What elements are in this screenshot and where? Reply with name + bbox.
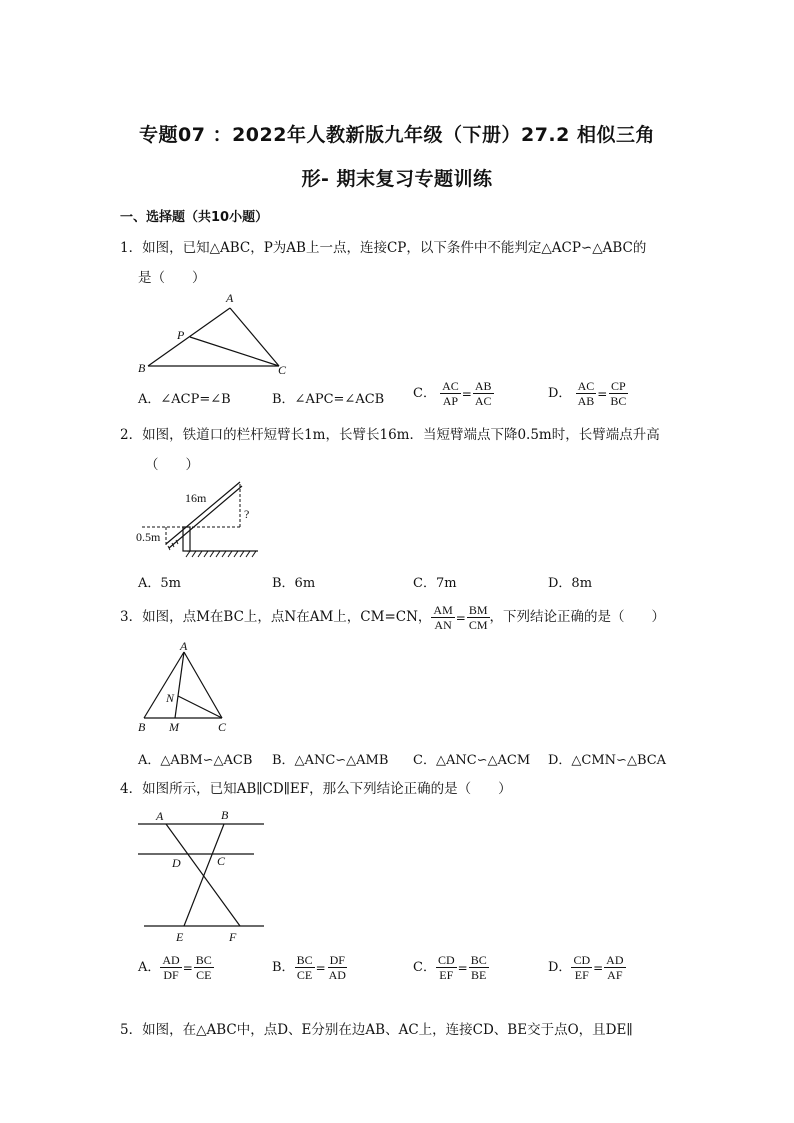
q1-side-ab [148,308,230,366]
q3-stem [120,603,665,632]
frac-denominator: AP [442,394,459,408]
frac-numerator: CD [573,953,591,967]
q4-option-d[interactable] [548,953,626,982]
frac-numerator: AD [606,953,624,967]
q1-label-a: A [226,291,234,305]
q1-figure [135,290,295,378]
q1-option-b[interactable]: B．∠APC=∠ACB [272,392,385,407]
q4-label-c: C [217,854,226,868]
q1-option-c-prefix: C． [413,386,436,401]
q5-stem-line1: 5．如图，在△ABC中，点D、E分别在边AB、AC上，连接CD、BE交于点O，且DE∥ [120,1022,633,1038]
frac-numerator: BC [470,953,487,967]
q1-side-ac [230,308,279,366]
q4-option-a-frac1 [160,953,181,982]
equals-sign: = [182,960,193,975]
q4-option-a-prefix: A． [138,960,161,975]
q4-option-b[interactable] [272,953,348,982]
q4-label-f: F [229,930,237,944]
q3-figure [132,640,242,736]
q4-option-c-prefix: C． [413,960,436,975]
q1-segment-cp [190,337,279,366]
section-heading: 一、选择题（共10小题） [120,210,269,225]
q1-option-a[interactable]: A．∠ACP=∠B [138,392,231,407]
q3-option-d[interactable]: D．△CMN∽△BCA [548,753,667,768]
q2-label-question: ? [244,507,250,521]
q4-transversal-be [184,824,224,926]
q1-option-d-frac1 [576,379,597,408]
frac-denominator: BC [610,394,627,408]
q3-option-b[interactable]: B．△ANC∽△AMB [272,753,389,768]
q3-stem-suffix: ，下列结论正确的是（ ） [489,609,665,625]
frac-numerator: AC [577,379,595,393]
frac-numerator: BC [296,953,313,967]
frac-denominator: EF [574,968,589,982]
q1-label-p: P [177,328,185,342]
q4-option-d-frac2 [604,953,625,982]
q3-label-b: B [138,720,146,734]
frac-numerator: BM [468,603,488,617]
q2-option-b[interactable]: B．6m [272,576,316,591]
frac-denominator: AN [434,618,452,632]
q2-label-long: 16m [185,491,207,505]
q2-option-d[interactable]: D．8m [548,576,593,591]
q4-label-e: E [176,930,184,944]
q3-label-c: C [218,720,227,734]
equals-sign: = [461,386,472,401]
frac-denominator: CM [468,618,488,632]
frac-numerator: AB [474,379,492,393]
equals-sign: = [455,610,466,625]
q4-option-b-prefix: B． [272,960,295,975]
q3-label-n: N [166,691,175,705]
equals-sign: = [315,960,326,975]
q2-figure [132,478,272,564]
frac-denominator: AD [328,968,346,982]
q4-option-b-frac1 [295,953,315,982]
q2-stem-line2: （ ） [145,457,199,473]
q4-figure [132,804,272,946]
q3-stem-frac1 [431,603,454,632]
q4-label-b: B [221,808,229,822]
q3-stem-frac2 [467,603,490,632]
q2-ground-hatch [186,551,256,557]
q4-option-d-prefix: D． [548,960,572,975]
q1-label-b: B [138,361,146,375]
q1-option-c-frac2 [473,379,494,408]
q4-option-d-frac1 [571,953,592,982]
q4-label-a: A [156,809,164,823]
frac-numerator: DF [329,953,345,967]
q4-option-a-frac2 [194,953,214,982]
frac-denominator: BE [471,968,487,982]
q1-option-d-prefix: D． [548,386,572,401]
q2-label-short: 0.5m [136,530,161,544]
q1-option-c[interactable] [413,379,494,408]
q1-option-d-frac2 [608,379,628,408]
equals-sign: = [457,960,468,975]
frac-denominator: EF [439,968,454,982]
q4-option-c[interactable] [413,953,489,982]
frac-denominator: CE [296,968,313,982]
q4-transversal-af [166,824,240,926]
q1-option-d[interactable] [548,379,628,408]
frac-numerator: BC [195,953,212,967]
q3-stem-prefix: 3．如图，点M在BC上，点N在AM上，CM=CN， [120,609,432,625]
frac-denominator: AF [607,968,623,982]
q2-option-a[interactable]: A．5m [138,576,181,591]
q4-option-c-frac1 [436,953,457,982]
frac-numerator: AC [442,379,459,393]
frac-numerator: CP [610,379,626,393]
frac-numerator: CD [437,953,455,967]
equals-sign: = [597,386,608,401]
q4-option-a[interactable] [138,953,214,982]
frac-denominator: AC [474,394,492,408]
q2-stem-line1: 2．如图，铁道口的栏杆短臂长1m，长臂长16m．当短臂端点下降0.5m时，长臂端点升高 [120,427,660,443]
equals-sign: = [593,960,604,975]
q3-label-a: A [180,640,188,653]
q1-label-c: C [278,363,287,377]
q1-option-c-frac1 [440,379,461,408]
q2-option-c[interactable]: C．7m [413,576,457,591]
q3-label-m: M [169,720,179,734]
q3-segment-am [175,652,184,718]
page-title-line2: 形- 期末复习专题训练 [301,168,493,190]
q1-stem-line2: 是（ ） [138,270,206,286]
q4-stem: 4．如图所示，已知AB∥CD∥EF，那么下列结论正确的是（ ） [120,781,512,797]
page-title-line1: 专题07 ：2022年人教新版九年级（下册）27.2 相似三角 [139,124,655,146]
frac-denominator: CE [196,968,212,982]
q3-side-ab [144,652,184,718]
q3-option-c[interactable]: C．△ANC∽△ACM [413,753,531,768]
q4-option-b-frac2 [327,953,348,982]
frac-numerator: AM [433,603,453,617]
frac-denominator: DF [163,968,179,982]
q1-stem-line1: 1．如图，已知△ABC，P为AB上一点，连接CP，以下条件中不能判定△ACP∽△ABC的 [120,240,647,256]
frac-denominator: AB [577,394,595,408]
q3-option-a[interactable]: A．△ABM∽△ACB [138,753,253,768]
frac-numerator: AD [162,953,180,967]
q4-option-c-frac2 [469,953,489,982]
q4-label-d: D [172,856,181,870]
